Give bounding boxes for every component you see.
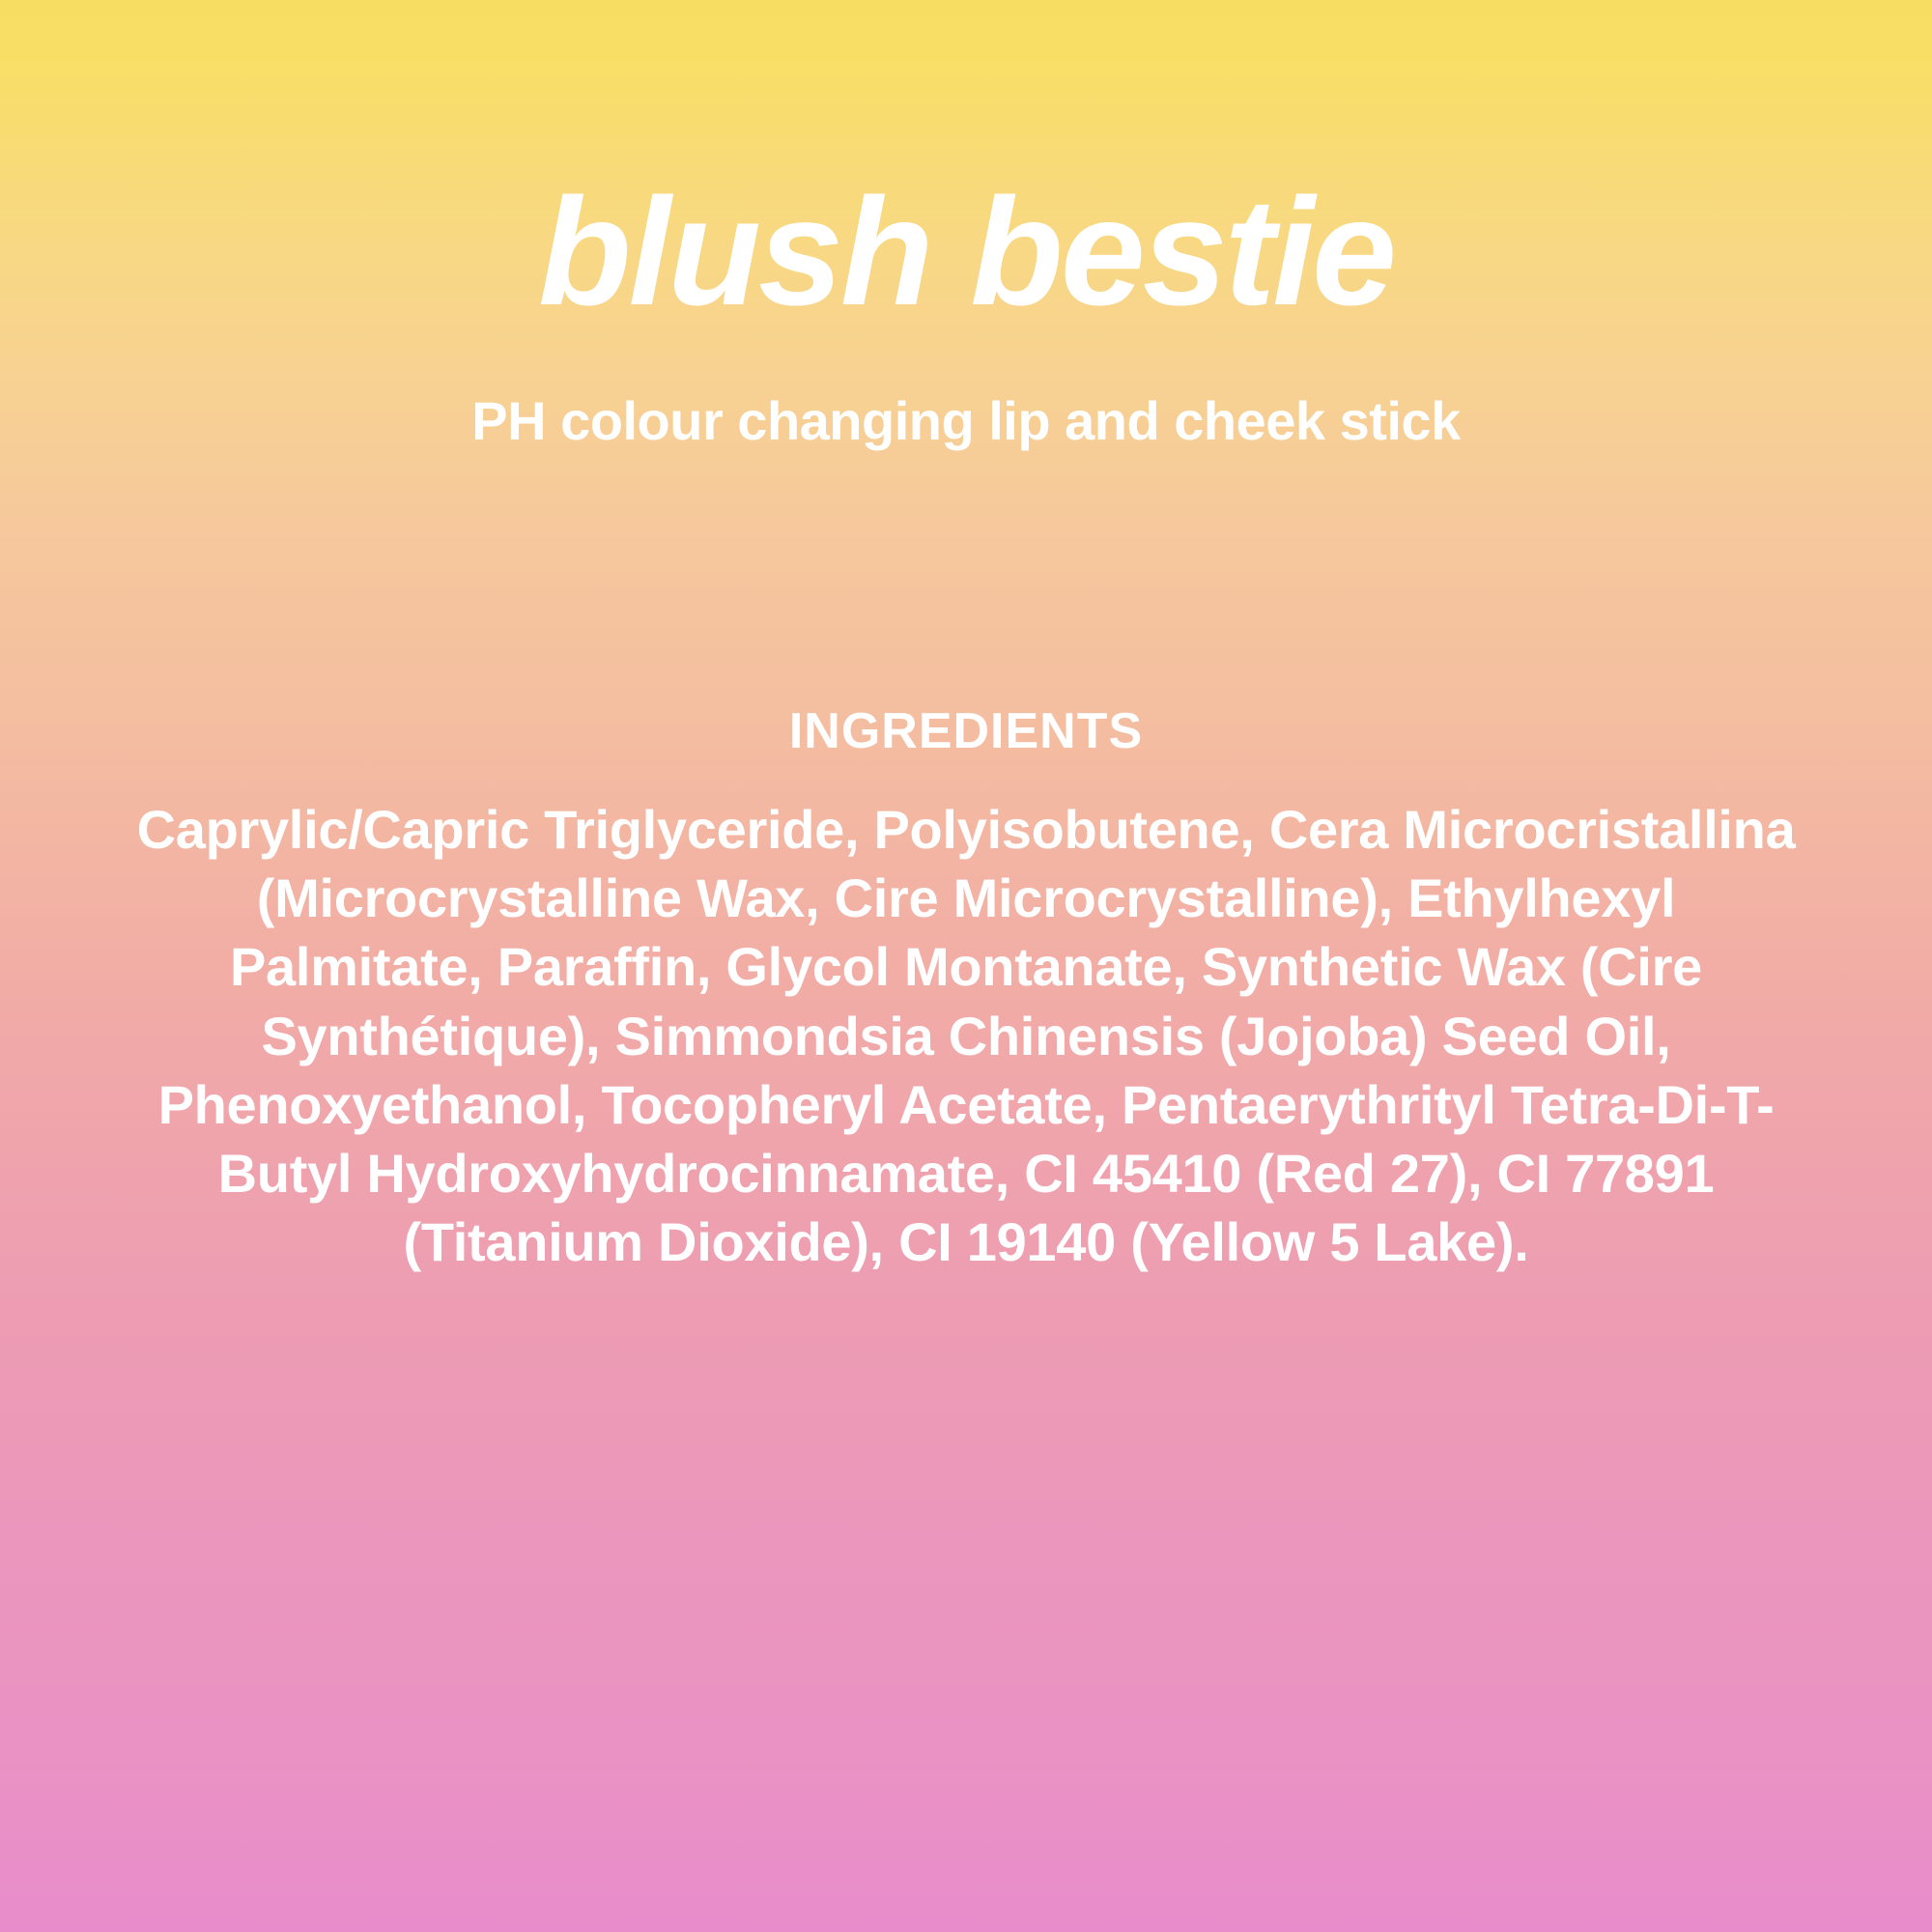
product-subtitle: PH colour changing lip and cheek stick [471, 390, 1461, 451]
ingredients-list: Caprylic/Capric Triglyceride, Polyisobutene, Cera Microcristallina (Microcrystalline Wax, Cire Microcrystalline), Ethylhexyl Palmitate, Paraffin, Glycol Montanate, Synthetic Wax (Cire Synthétique), Simmondsia Chinensis (Jojoba) Seed Oil, Phenoxyethanol, Tocopheryl Acetate, Pentaerythrityl Tetra-Di-T-Butyl Hydroxyhydrocinnamate, CI 45410 (Red 27), CI 77891 (Titanium Dioxide), CI 19140 (Yellow 5 Lake). [136, 799, 1796, 1272]
brand-title: blush bestie [538, 167, 1394, 337]
ingredients-heading: INGREDIENTS [788, 703, 1144, 760]
